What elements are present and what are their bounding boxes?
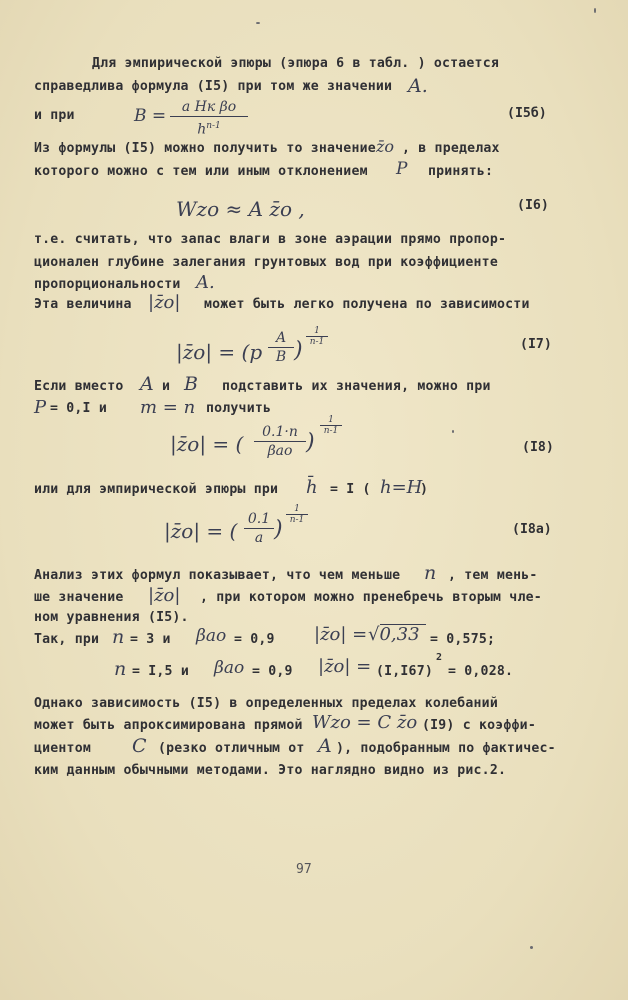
eq18-numerator: 0.1·n — [262, 424, 298, 440]
equation-18-fraction — [254, 424, 306, 459]
speck — [530, 946, 533, 949]
handwritten-sqrt: √0,33 — [368, 624, 420, 645]
text-line-16-end: = 0,575; — [430, 632, 496, 647]
eq17-numerator: A — [275, 330, 287, 346]
text-line-19: может быть апроксимирована прямой — [34, 718, 303, 733]
handwritten-n: n — [424, 562, 437, 584]
eq17-denominator: B — [275, 349, 287, 365]
text-line-11-end: получить — [206, 401, 272, 416]
text-line-3-prefix: и при — [34, 108, 75, 123]
text-line-14: ше значение — [34, 590, 124, 605]
equation-17-close: ) — [294, 338, 303, 363]
handwritten-p-2: P — [34, 397, 47, 418]
equation-number-17: (I7) — [520, 337, 552, 352]
page-number: 97 — [296, 862, 312, 877]
eq17-exp-num: 1 — [314, 326, 320, 336]
handwritten-p: P — [396, 159, 408, 179]
text-line-12-mid: = I ( — [330, 482, 371, 497]
text-line-17-val: = 0,9 — [252, 664, 293, 679]
equation-18a-exponent — [286, 504, 308, 525]
handwritten-A: A. — [408, 75, 428, 97]
text-line-6: т.е. считать, что запас влаги в зоне аэрации прямо пропор- — [34, 232, 507, 247]
equation-number-18: (I8) — [522, 440, 554, 455]
handwritten-C: C — [132, 735, 147, 757]
speck — [594, 8, 596, 13]
handwritten-z0: z̄o — [376, 137, 395, 156]
speck — [256, 22, 260, 24]
text-line-17: = I,5 и — [132, 664, 189, 679]
eq18-denominator: βao — [267, 443, 293, 459]
eq18a-exp-den: n-1 — [289, 515, 305, 525]
text-line-11: = 0,I и — [50, 401, 107, 416]
text-line-20-end: ), подобранным по фактичес- — [336, 741, 556, 756]
handwritten-W-eq-Cz: Wzo = C z̄o — [312, 712, 418, 733]
handwritten-A-3: A — [140, 373, 154, 395]
handwritten-beta-ao: βao — [196, 626, 227, 646]
text-line-5-end: принять: — [428, 164, 494, 179]
equation-number-16: (I6) — [517, 198, 549, 213]
text-line-7: ционален глубине залегания грунтовых вод при коэффициенте — [34, 255, 498, 270]
equation-18-close: ) — [306, 430, 315, 455]
text-line-19-end: (I9) с коэффи- — [422, 718, 536, 733]
equation-17-left: |z̄o| = (p — [176, 340, 263, 364]
text-line-8: пропорциональности — [34, 277, 181, 292]
handwritten-A-4: A — [318, 735, 332, 757]
equation-18a-left: |z̄o| = ( — [164, 519, 238, 543]
text-line-20-mid: (резко отличным от — [158, 741, 305, 756]
eq15b-fraction — [170, 99, 248, 138]
handwritten-abs-z0: |z̄o| — [148, 292, 181, 313]
eq15b-left: B = — [134, 106, 167, 126]
eq18a-denominator: a — [254, 530, 264, 546]
eq18-exp-den: n-1 — [323, 426, 339, 436]
eq17-exp-den: n-1 — [309, 337, 325, 347]
eq15b-den-h: h — [197, 121, 207, 138]
speck — [452, 430, 454, 433]
text-line-17-pow: (I,I67) — [376, 664, 433, 679]
equation-18a-fraction — [244, 511, 274, 546]
text-line-5: которого можно с тем или иным отклонением — [34, 164, 368, 179]
equation-18-exponent — [320, 415, 342, 436]
handwritten-beta-ao-2: βao — [214, 658, 245, 678]
handwritten-h-eq-H: h=H — [380, 477, 423, 498]
handwritten-n-2: n — [112, 626, 125, 648]
eq18a-numerator: 0.1 — [247, 511, 271, 527]
text-line-1: Для эмпирической эпюры (эпюра 6 в табл. ) остается — [92, 56, 499, 71]
text-line-12-end: ) — [420, 482, 429, 497]
eq15b-numerator: a Hк βо — [181, 99, 237, 115]
text-line-10-end: подставить их значения, можно при — [222, 379, 491, 394]
handwritten-abs-z0-3: |z̄o| = — [314, 624, 368, 645]
text-line-16-mid: = 3 и — [130, 632, 171, 647]
text-line-17-exp: 2 — [436, 652, 443, 663]
handwritten-A-2: A. — [196, 272, 215, 293]
equation-17-fraction — [268, 330, 294, 365]
text-line-21: ким данным обычными методами. Это наглядно видно из рис.2. — [34, 763, 507, 778]
equation-number-15b: (I5б) — [507, 106, 547, 121]
equation-18a-close: ) — [274, 517, 283, 542]
handwritten-abs-z0-2: |z̄o| — [148, 585, 181, 606]
text-line-2: справедлива формула (I5) при том же значении — [34, 79, 393, 94]
eq18-exp-num: 1 — [328, 415, 334, 425]
eq18a-exp-num: 1 — [294, 504, 300, 514]
text-line-20: циентом — [34, 741, 91, 756]
handwritten-m-eq-n: m = n — [140, 397, 196, 418]
eq15b-denominator — [170, 118, 248, 138]
eq15b-den-exp: n-1 — [206, 121, 221, 131]
text-line-12: или для эмпирической эпюры при — [34, 482, 279, 497]
equation-16: Wzo ≈ A z̄o , — [176, 197, 305, 221]
text-line-9: Эта величина — [34, 297, 132, 312]
handwritten-abs-z0-4: |z̄o| = — [318, 656, 372, 677]
text-line-13-end: , тем мень- — [448, 568, 538, 583]
text-line-16: Так, при — [34, 632, 100, 647]
handwritten-B: B — [184, 373, 198, 395]
text-line-9-end: может быть легко получена по зависимости — [204, 297, 530, 312]
handwritten-n-3: n — [114, 658, 127, 680]
equation-18-left: |z̄o| = ( — [170, 432, 244, 456]
text-line-10-and: и — [162, 379, 171, 394]
text-line-13: Анализ этих формул показывает, что чем меньше — [34, 568, 401, 583]
text-line-4: Из формулы (I5) можно получить то значение — [34, 141, 376, 156]
text-line-14-end: , при котором можно пренебречь вторым чле- — [200, 590, 542, 605]
sqrt-overline — [380, 624, 426, 625]
text-line-15: ном уравнения (I5). — [34, 610, 189, 625]
equation-number-18a: (I8а) — [512, 522, 552, 537]
text-line-18: Однако зависимость (I5) в определенных пределах колебаний — [34, 696, 498, 711]
text-line-17-end: = 0,028. — [448, 664, 514, 679]
text-line-16-val: = 0,9 — [234, 632, 275, 647]
equation-17-exponent — [306, 326, 328, 347]
text-line-4-end: , в пределах — [402, 141, 500, 156]
text-line-10: Если вместо — [34, 379, 124, 394]
handwritten-h-bar: h̄ — [306, 477, 318, 498]
